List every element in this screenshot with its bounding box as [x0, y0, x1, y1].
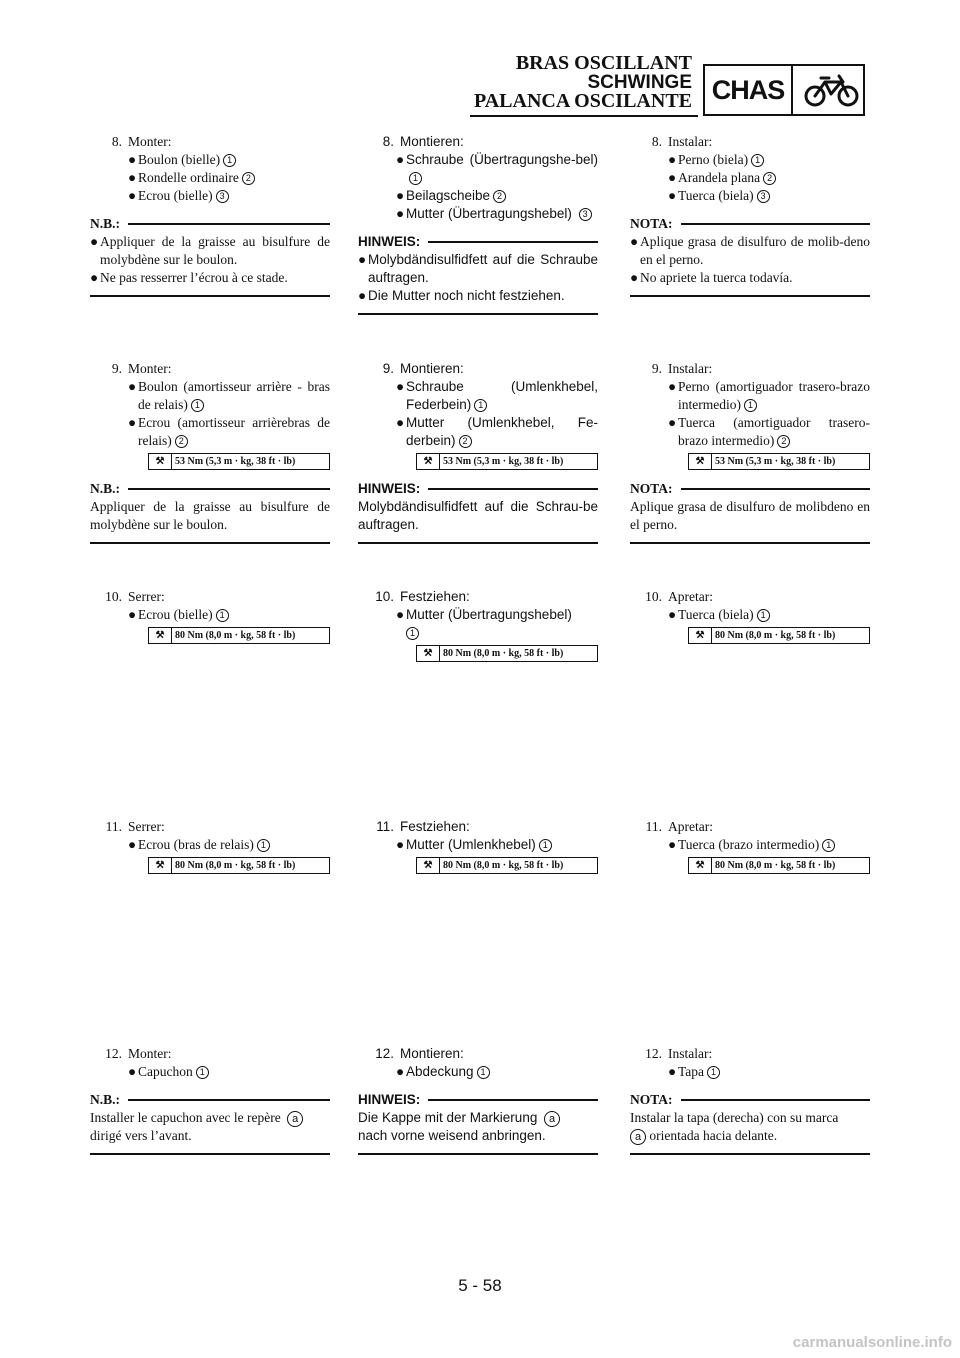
- text: Ecrou (amortisseur arrièrebras de relais): [138, 415, 330, 448]
- step-number: 8.: [651, 134, 662, 149]
- text: [630, 1063, 870, 1081]
- text: [138, 836, 330, 854]
- text: Montieren:: [400, 361, 464, 376]
- text: [90, 1063, 330, 1081]
- bullet: ●: [90, 234, 99, 249]
- torque-spec: [688, 453, 870, 470]
- text: [90, 233, 330, 269]
- text: [630, 588, 870, 606]
- text: Perno (amortiguador trasero-brazo intermedio): [678, 379, 870, 412]
- bullet: ●: [128, 152, 137, 167]
- text: [678, 187, 870, 205]
- text: dirigé vers l’avant.: [90, 1128, 192, 1143]
- de-step-8: [358, 133, 598, 315]
- wrench-icon: ⚒: [417, 454, 440, 469]
- text: [630, 187, 870, 205]
- text: Die Kappe mit der Markierung: [358, 1110, 538, 1125]
- text: [406, 187, 598, 205]
- bullet: ●: [128, 607, 137, 622]
- text: Capuchon: [138, 1064, 193, 1079]
- text: NOTA:: [630, 216, 673, 231]
- text: [630, 1109, 870, 1145]
- text: Instalar:: [668, 134, 713, 149]
- text: Mutter (Umlenkhebel): [406, 837, 536, 852]
- divider: [681, 488, 871, 490]
- text: [630, 480, 870, 498]
- text: [358, 818, 598, 836]
- text: Ecrou (bras de relais): [138, 837, 254, 852]
- text: Mutter (Übertragungshebel): [406, 206, 572, 221]
- text: Appliquer de la graisse au bisulfure de molybdène sur le boulon.: [100, 234, 330, 267]
- text: HINWEIS:: [358, 1092, 421, 1107]
- bullet: ●: [668, 607, 677, 622]
- text: Die Mutter noch nicht festziehen.: [368, 288, 565, 303]
- text: [90, 133, 330, 151]
- wrench-icon: ⚒: [417, 858, 440, 873]
- text: [358, 1045, 598, 1063]
- es-step-8: [630, 133, 870, 297]
- de-step-11: [358, 818, 598, 874]
- bullet: ●: [630, 234, 639, 249]
- text: Installer le capuchon avec le repère: [90, 1110, 281, 1125]
- text: [630, 378, 870, 414]
- bullet: ●: [668, 379, 677, 394]
- text: [138, 1063, 330, 1081]
- divider: [630, 1153, 870, 1155]
- bullet: ●: [128, 379, 137, 394]
- callout-number: 1: [216, 609, 229, 622]
- step-number: 9.: [651, 361, 662, 376]
- torque-spec: [148, 857, 330, 874]
- text: 53 Nm (5,3 m · kg, 38 ft · lb): [443, 455, 564, 467]
- text: Beilagscheibe: [406, 188, 491, 203]
- section-badge: [703, 64, 865, 116]
- text: [406, 1063, 598, 1081]
- text: 80 Nm (8,0 m · kg, 58 ft · lb): [443, 859, 564, 871]
- text: [630, 1091, 870, 1109]
- divider: [358, 313, 598, 315]
- text: Tuerca (brazo intermedio): [678, 837, 820, 852]
- text: [138, 187, 330, 205]
- text: 53 Nm (5,3 m · kg, 38 ft · lb): [175, 455, 296, 467]
- bullet: ●: [396, 152, 405, 167]
- title-de: SCHWINGE: [587, 72, 692, 93]
- text: orientada hacia delante.: [649, 1128, 778, 1143]
- text: HINWEIS:: [358, 234, 421, 249]
- text: Tuerca (biela): [678, 188, 754, 203]
- callout-number: a: [630, 1129, 646, 1145]
- callout-number: 1: [822, 839, 835, 852]
- step-number: 9.: [111, 361, 122, 376]
- callout-number: a: [287, 1111, 303, 1127]
- text: [630, 269, 870, 287]
- text: Instalar:: [668, 361, 713, 376]
- text: [90, 606, 330, 624]
- bullet: ●: [668, 415, 677, 430]
- torque-spec: [416, 453, 598, 470]
- callout-number: 2: [777, 435, 790, 448]
- text: [358, 378, 598, 414]
- wrench-icon: ⚒: [149, 858, 172, 873]
- step-number: 11.: [376, 819, 394, 834]
- divider: [428, 1099, 598, 1101]
- text: [406, 414, 598, 450]
- text: Tuerca (amortiguador trasero-brazo intermedio): [678, 415, 870, 448]
- callout-number: 1: [223, 154, 236, 167]
- text: [358, 414, 598, 450]
- text: [90, 588, 330, 606]
- callout-number: 2: [175, 435, 188, 448]
- callout-number: 1: [757, 609, 770, 622]
- text: 80 Nm (8,0 m · kg, 58 ft · lb): [175, 859, 296, 871]
- fr-step-11: [90, 818, 330, 874]
- text: [678, 378, 870, 414]
- text: N.B.:: [90, 216, 120, 231]
- step-number: 8.: [382, 134, 394, 149]
- callout-number: 1: [539, 839, 552, 852]
- callout-number: 2: [242, 172, 255, 185]
- step-number: 10.: [105, 589, 122, 604]
- text: Montieren:: [400, 134, 464, 149]
- callout-number: 1: [744, 399, 757, 412]
- es-step-12: [630, 1045, 870, 1155]
- text: [90, 836, 330, 854]
- text: Abdeckung: [406, 1064, 474, 1079]
- step-number: 12.: [645, 1046, 662, 1061]
- bullet: ●: [668, 170, 677, 185]
- callout-number: 1: [474, 399, 487, 412]
- divider: [358, 542, 598, 544]
- callout-number: 1: [191, 399, 204, 412]
- bullet: ●: [668, 837, 677, 852]
- text: [630, 215, 870, 233]
- text: [630, 1045, 870, 1063]
- text: [358, 205, 598, 223]
- text: [90, 1045, 330, 1063]
- text: [678, 169, 870, 187]
- text: Boulon (amortisseur arrière - bras de relais): [138, 379, 330, 412]
- step-number: 11.: [645, 819, 662, 834]
- text: [678, 151, 870, 169]
- divider: [128, 223, 330, 225]
- text: [406, 151, 598, 187]
- text: Mutter (Übertragungshebel): [406, 607, 572, 622]
- callout-number: 3: [216, 190, 229, 203]
- page-header: [474, 54, 692, 111]
- text: N.B.:: [90, 481, 120, 496]
- text: [678, 414, 870, 450]
- callout-number: 1: [409, 172, 422, 185]
- es-step-11: [630, 818, 870, 874]
- watermark: carmanualsonline.info: [792, 1334, 952, 1351]
- title-es: PALANCA OSCILANTE: [474, 90, 692, 112]
- bullet: ●: [396, 837, 405, 852]
- divider: [681, 1099, 871, 1101]
- text: [90, 1109, 330, 1145]
- text: Ecrou (bielle): [138, 607, 213, 622]
- text: Apretar:: [668, 819, 713, 834]
- text: Perno (biela): [678, 152, 749, 167]
- bullet: ●: [396, 415, 405, 430]
- text: HINWEIS:: [358, 481, 421, 496]
- text: Boulon (bielle): [138, 152, 221, 167]
- callout-number: 1: [707, 1066, 720, 1079]
- text: Instalar:: [668, 1046, 713, 1061]
- bullet: ●: [396, 1064, 405, 1079]
- text: No apriete la tuerca todavía.: [640, 270, 793, 285]
- text: [138, 414, 330, 450]
- bullet: ●: [128, 837, 137, 852]
- wrench-icon: ⚒: [689, 628, 712, 643]
- step-number: 12.: [105, 1046, 122, 1061]
- text: [406, 836, 598, 854]
- text: 80 Nm (8,0 m · kg, 58 ft · lb): [443, 647, 564, 659]
- text: [138, 151, 330, 169]
- text: [90, 151, 330, 169]
- title-fr: BRAS OSCILLANT: [515, 52, 692, 74]
- fr-step-10: [90, 588, 330, 644]
- step-number: 11.: [105, 819, 122, 834]
- note-header: [90, 215, 330, 233]
- text: [358, 836, 598, 854]
- es-step-9: [630, 360, 870, 544]
- text: Aplique grasa de disulfuro de molib-deno en el perno.: [640, 234, 870, 267]
- divider: [428, 241, 598, 243]
- divider: [630, 295, 870, 297]
- text: [630, 151, 870, 169]
- de-step-10: [358, 588, 598, 662]
- bullet: ●: [128, 415, 137, 430]
- callout-number: 1: [477, 1066, 490, 1079]
- header-rule: [470, 115, 698, 117]
- text: Ecrou (bielle): [138, 188, 213, 203]
- wrench-icon: ⚒: [689, 454, 712, 469]
- bullet: ●: [128, 188, 137, 203]
- text: Monter:: [128, 361, 172, 376]
- text: [358, 480, 598, 498]
- callout-number: 3: [757, 190, 770, 203]
- text: [406, 378, 598, 414]
- text: [90, 360, 330, 378]
- de-step-9: [358, 360, 598, 544]
- text: NOTA:: [630, 481, 673, 496]
- step-number: 10.: [375, 589, 394, 604]
- bullet: ●: [128, 1064, 137, 1079]
- bullet: ●: [396, 607, 405, 622]
- divider: [128, 488, 330, 490]
- text: 80 Nm (8,0 m · kg, 58 ft · lb): [715, 629, 836, 641]
- bullet: ●: [358, 252, 367, 267]
- text: [90, 818, 330, 836]
- callout-number: 2: [493, 190, 506, 203]
- text: Appliquer de la graisse au bisulfure de molybdène sur le boulon.: [90, 499, 330, 532]
- text: [630, 233, 870, 269]
- divider: [681, 223, 871, 225]
- torque-spec: [416, 857, 598, 874]
- fr-step-12: [90, 1045, 330, 1155]
- text: [358, 1091, 598, 1109]
- text: Serrer:: [128, 589, 165, 604]
- text: Festziehen:: [400, 589, 470, 604]
- wrench-icon: ⚒: [149, 454, 172, 469]
- divider: [90, 1153, 330, 1155]
- text: N.B.:: [90, 1092, 120, 1107]
- bullet: ●: [358, 288, 367, 303]
- text: [90, 378, 330, 414]
- bullet: ●: [668, 1064, 677, 1079]
- text: Festziehen:: [400, 819, 470, 834]
- text: [406, 205, 598, 223]
- text: [138, 606, 330, 624]
- text: Aplique grasa de disulfuro de molibdeno en el perno.: [630, 499, 870, 532]
- text: [406, 606, 598, 642]
- text: [358, 151, 598, 187]
- text: [678, 606, 870, 624]
- text: Monter:: [128, 1046, 172, 1061]
- text: [678, 1063, 870, 1081]
- text: 53 Nm (5,3 m · kg, 38 ft · lb): [715, 455, 836, 467]
- bullet: ●: [668, 188, 677, 203]
- bullet: ●: [396, 206, 405, 221]
- text: [358, 287, 598, 305]
- text: Serrer:: [128, 819, 165, 834]
- torque-spec: [416, 645, 598, 662]
- text: [630, 360, 870, 378]
- callout-number: a: [544, 1111, 560, 1127]
- text: NOTA:: [630, 1092, 673, 1107]
- divider: [90, 295, 330, 297]
- text: [630, 169, 870, 187]
- text: [630, 818, 870, 836]
- es-step-10: [630, 588, 870, 644]
- text: Schraube (Umlenkhebel, Federbein): [406, 379, 598, 412]
- text: [630, 836, 870, 854]
- wrench-icon: ⚒: [149, 628, 172, 643]
- callout-number: 1: [257, 839, 270, 852]
- callout-number: 1: [406, 627, 419, 640]
- text: [90, 169, 330, 187]
- text: [138, 169, 330, 187]
- text: [90, 1091, 330, 1109]
- text: [358, 588, 598, 606]
- text: Monter:: [128, 134, 172, 149]
- motorcycle-icon: [801, 72, 863, 108]
- text: 80 Nm (8,0 m · kg, 58 ft · lb): [715, 859, 836, 871]
- text: [630, 414, 870, 450]
- text: [90, 187, 330, 205]
- text: Instalar la tapa (derecha) con su marca: [630, 1110, 839, 1125]
- divider: [428, 488, 598, 490]
- text: [358, 233, 598, 251]
- bullet: ●: [668, 152, 677, 167]
- text: 80 Nm (8,0 m · kg, 58 ft · lb): [175, 629, 296, 641]
- text: Schraube (Übertragungshe-bel): [406, 152, 598, 167]
- callout-number: 2: [459, 435, 472, 448]
- text: Tapa: [678, 1064, 705, 1079]
- step-number: 9.: [382, 361, 394, 376]
- divider: [630, 542, 870, 544]
- bullet: ●: [128, 170, 137, 185]
- text: [358, 251, 598, 287]
- text: Arandela plana: [678, 170, 761, 185]
- text: Rondelle ordinaire: [138, 170, 239, 185]
- divider: [358, 1153, 598, 1155]
- text: [90, 414, 330, 450]
- torque-spec: [148, 627, 330, 644]
- bullet: ●: [90, 270, 99, 285]
- wrench-icon: ⚒: [689, 858, 712, 873]
- text: [678, 836, 870, 854]
- text: [358, 606, 598, 642]
- bullet: ●: [630, 270, 639, 285]
- fr-step-9: [90, 360, 330, 544]
- text: [138, 378, 330, 414]
- text: [358, 133, 598, 151]
- page-number: 5 - 58: [458, 1276, 502, 1295]
- callout-number: 1: [751, 154, 764, 167]
- wrench-icon: ⚒: [417, 646, 440, 661]
- text: [630, 606, 870, 624]
- text: [90, 480, 330, 498]
- divider: [90, 542, 330, 544]
- de-step-12: [358, 1045, 598, 1155]
- text: [358, 1063, 598, 1081]
- text: Molybdändisulfidfett auf die Schraube auftragen.: [368, 252, 598, 285]
- callout-number: 2: [763, 172, 776, 185]
- text: Montieren:: [400, 1046, 464, 1061]
- divider: [128, 1099, 330, 1101]
- callout-number: 1: [196, 1066, 209, 1079]
- text: [358, 360, 598, 378]
- text: [815, 76, 848, 96]
- torque-spec: [148, 453, 330, 470]
- text: nach vorne weisend anbringen.: [358, 1128, 546, 1143]
- text: [358, 187, 598, 205]
- torque-spec: [688, 627, 870, 644]
- bullet: ●: [396, 188, 405, 203]
- bullet: ●: [396, 379, 405, 394]
- text: Ne pas resserrer l’écrou à ce stade.: [100, 270, 288, 285]
- section-label: CHAS: [705, 66, 793, 114]
- step-number: 10.: [645, 589, 662, 604]
- fr-step-8: [90, 133, 330, 297]
- text: Apretar:: [668, 589, 713, 604]
- text: [90, 269, 330, 287]
- text: Tuerca (biela): [678, 607, 754, 622]
- step-number: 8.: [111, 134, 122, 149]
- text: Mutter (Umlenkhebel, Fe-derbein): [406, 415, 598, 448]
- torque-spec: [688, 857, 870, 874]
- callout-number: 3: [579, 208, 592, 221]
- text: [630, 133, 870, 151]
- text: Molybdändisulfidfett auf die Schrau-be auftragen.: [358, 499, 598, 532]
- text: [358, 1109, 598, 1145]
- step-number: 12.: [375, 1046, 394, 1061]
